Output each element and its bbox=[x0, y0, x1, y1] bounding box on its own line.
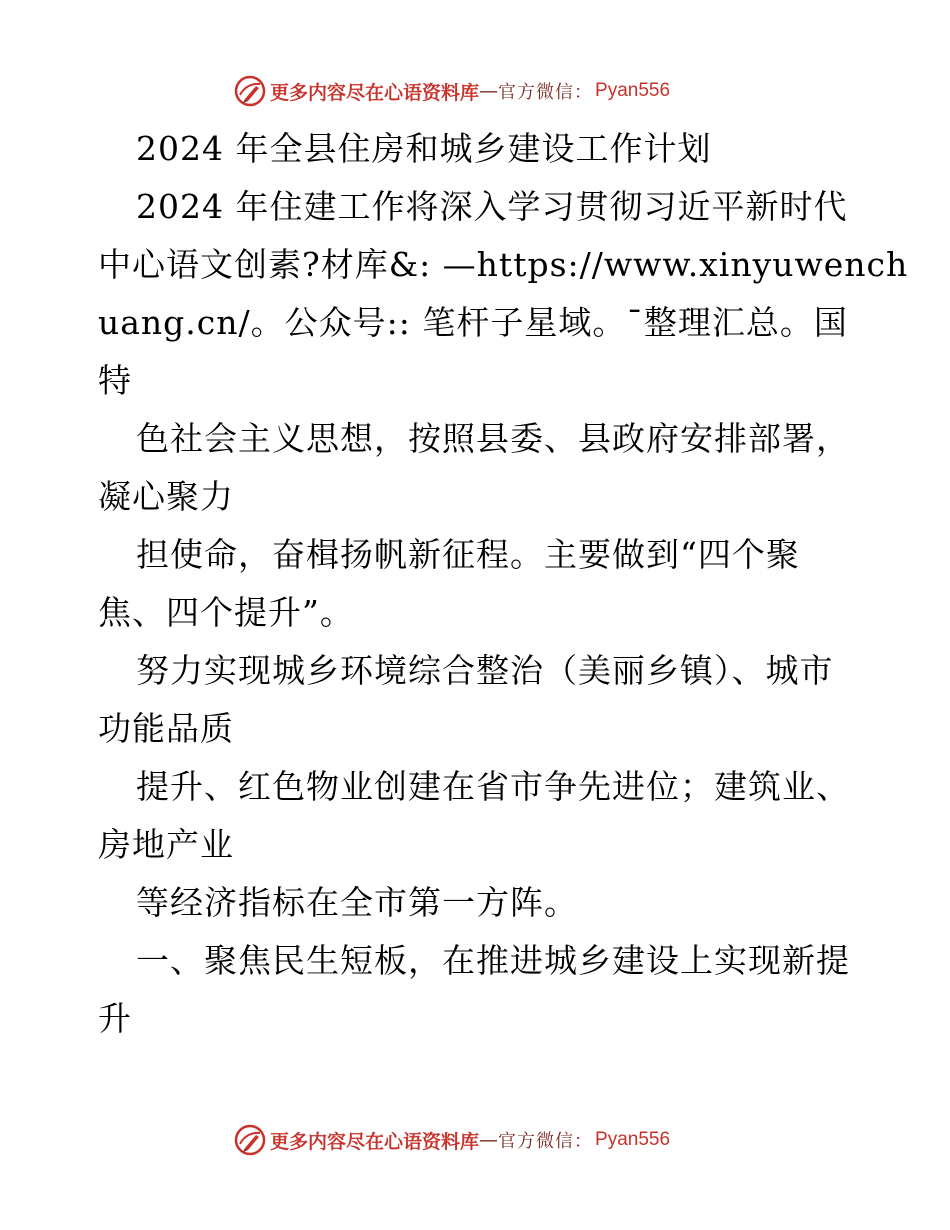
banner-slogan: 更多内容尽在心语资料库 bbox=[270, 81, 480, 104]
paragraph-line: 中心语文创素?材库&: —https://www.xinyuwench bbox=[98, 245, 909, 284]
section-heading: 一、聚焦民生短板，在推进城乡建设上实现新提 bbox=[136, 941, 850, 980]
paragraph-line: 等经济指标在全市第一方阵。 bbox=[136, 883, 578, 922]
banner-official-label: 官方微信： bbox=[498, 82, 594, 103]
banner-separator: — bbox=[479, 80, 499, 102]
document-body bbox=[98, 120, 909, 1048]
paragraph-line: 功能品质 bbox=[98, 709, 234, 748]
banner-official-label: 官方微信： bbox=[498, 1131, 594, 1152]
paragraph-line: 2024 年住建工作将深入学习贯彻习近平新时代 bbox=[136, 187, 848, 226]
paragraph-line: uang.cn/。公众号:: 笔杆子星域。¯整理汇总。国 bbox=[98, 303, 848, 342]
document-title: 2024 年全县住房和城乡建设工作计划 bbox=[136, 129, 712, 168]
banner-slogan: 更多内容尽在心语资料库 bbox=[270, 1130, 480, 1153]
paragraph-line: 色社会主义思想，按照县委、县政府安排部署， bbox=[136, 419, 850, 458]
paragraph-line: 努力实现城乡环境综合整治（美丽乡镇）、城市 bbox=[136, 651, 834, 690]
paragraph-line: 焦、四个提升”。 bbox=[98, 593, 354, 632]
paragraph-line: 担使命，奋楫扬帆新征程。主要做到“四个聚 bbox=[136, 535, 800, 574]
section-heading-continued: 升 bbox=[98, 999, 132, 1038]
pen-logo-icon bbox=[234, 1124, 266, 1156]
header-banner bbox=[0, 71, 950, 111]
banner-wechat-id: Pyan556 bbox=[595, 1129, 671, 1150]
banner-wechat-id: Pyan556 bbox=[595, 80, 671, 101]
pen-logo-icon bbox=[234, 75, 266, 107]
footer-banner bbox=[0, 1120, 950, 1160]
paragraph-line: 提升、红色物业创建在省市争先进位；建筑业、 bbox=[136, 767, 850, 806]
paragraph-line: 特 bbox=[98, 361, 132, 400]
paragraph-line: 房地产业 bbox=[98, 825, 234, 864]
banner-separator: — bbox=[479, 1129, 499, 1151]
paragraph-line: 凝心聚力 bbox=[98, 477, 234, 516]
